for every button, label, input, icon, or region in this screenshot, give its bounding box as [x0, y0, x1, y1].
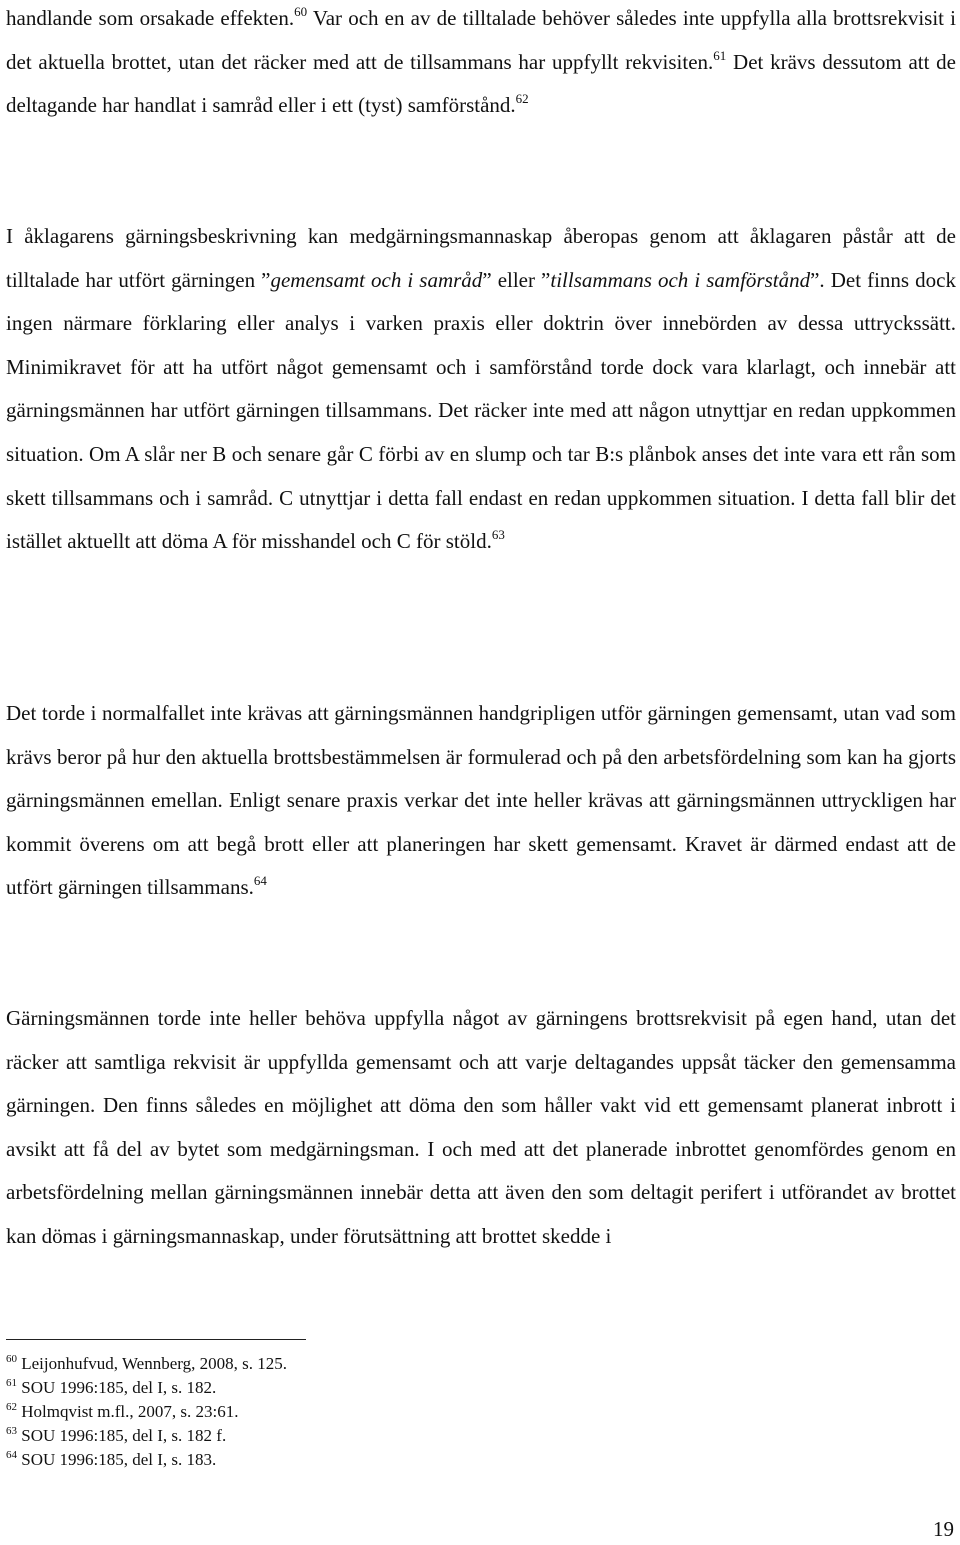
- footnote-text: SOU 1996:185, del I, s. 183.: [21, 1450, 217, 1469]
- footnote-ref-62[interactable]: 62: [515, 91, 529, 107]
- footnote-text: SOU 1996:185, del I, s. 182 f.: [21, 1426, 227, 1445]
- footnote-64: [6, 1448, 606, 1472]
- footnote-60: [6, 1352, 606, 1376]
- footnote-number: 63: [6, 1425, 17, 1437]
- footnote-ref-63[interactable]: 63: [491, 527, 505, 543]
- footnote-ref-64[interactable]: 64: [253, 873, 267, 889]
- paragraph-brottsrekvisit: [6, 997, 956, 1259]
- footnote-number: 64: [6, 1449, 17, 1461]
- footnote-63: [6, 1424, 606, 1448]
- footnote-number: 62: [6, 1401, 17, 1413]
- paragraph-text: Det torde i normalfallet inte krävas att gärningsmännen handgripligen utför gärningen gemensamt, utan vad som krävs beror på hur den aktuella brottsbestämmelsen är formulerad och på den arbetsfördelning som kan ha gjorts gärningsmännen emellan. Enligt senare praxis verkar det inte heller krävas att gärningsmännen uttryckligen har kommit överens om att begå brott eller att planeringen har skett gemensamt. Kravet är därmed endast att de utfört gärningen tillsammans.: [6, 701, 956, 900]
- paragraph-text: Gärningsmännen torde inte heller behöva uppfylla något av gärningens brottsrekvisit på egen hand, utan det räcker att samtliga rekvisit är uppfyllda gemensamt och att varje deltagandes uppsåt täcker den gemensamma gärningen. Den finns således en möjlighet att döma den som håller vakt vid ett gemensamt planerat inbrott i avsikt att få del av bytet som medgärningsman. I och med att det planerade inbrottet genomfördes genom en arbetsfördelning mellan gärningsmännen innebär detta att även den som deltagit perifert i utförandet av brottet kan dömas i gärningsmannaskap, under förutsättning att brottet skedde i: [6, 1006, 956, 1248]
- paragraph-text: I åklagarens gärningsbeskrivning kan medgärningsmannaskap åberopas genom att åklagaren påstår att de tilltalade har utfört gärningen ”: [6, 224, 956, 292]
- page-number: 19: [933, 1517, 954, 1541]
- footnote-text: Holmqvist m.fl., 2007, s. 23:61.: [21, 1402, 239, 1421]
- footnote-text: SOU 1996:185, del I, s. 182.: [21, 1378, 217, 1397]
- footnote-number: 61: [6, 1377, 17, 1389]
- italic-phrase: gemensamt och i samråd: [270, 267, 483, 292]
- paragraph-gemensamt: [6, 215, 956, 564]
- paragraph-text: Var och en av de tilltalade behöver således inte uppfylla alla brottsrekvisit i det aktuella brottet, utan det räcker med att de tillsammans har uppfyllt rekvisiten.: [6, 6, 956, 74]
- footnote-62: [6, 1400, 606, 1424]
- paragraph-text: handlande som orsakade effekten.: [6, 6, 295, 30]
- paragraph-text: ” eller ”: [482, 267, 551, 292]
- footnote-number: 60: [6, 1353, 17, 1365]
- paragraph-normalfallet: [6, 692, 956, 910]
- paragraph-continued: [6, 0, 956, 128]
- footnote-ref-61[interactable]: 61: [713, 47, 727, 63]
- footnote-text: Leijonhufvud, Wennberg, 2008, s. 125.: [21, 1354, 287, 1373]
- italic-phrase: tillsammans och i samförstånd: [550, 267, 811, 292]
- footnotes: [6, 1352, 606, 1472]
- footnote-ref-60[interactable]: 60: [294, 4, 308, 19]
- paragraph-text: Det krävs dessutom att de deltagande har handlat i samråd eller i ett (tyst) samförstånd.: [6, 49, 957, 118]
- footnote-61: [6, 1376, 606, 1400]
- paragraph-text: ”. Det finns dock ingen närmare förklaring eller analys i varken praxis eller doktrin över innebörden av dessa uttryckssätt. Minimikravet för att ha utfört något gemensamt och i samförstånd torde dock vara klarlagt, och innebär att gärningsmännen har utfört gärningen tillsammans. Det räcker inte med att någon utnyttjar en redan uppkommen situation. Om A slår ner B och senare går C förbi av en slump och tar B:s plånbok anses det inte vara ett rån som skett tillsammans och i samråd. C utnyttjar i detta fall endast en redan uppkommen situation. I detta fall blir det istället aktuellt att döma A för misshandel och C för stöld.: [6, 267, 956, 554]
- footnote-divider: [6, 1339, 306, 1340]
